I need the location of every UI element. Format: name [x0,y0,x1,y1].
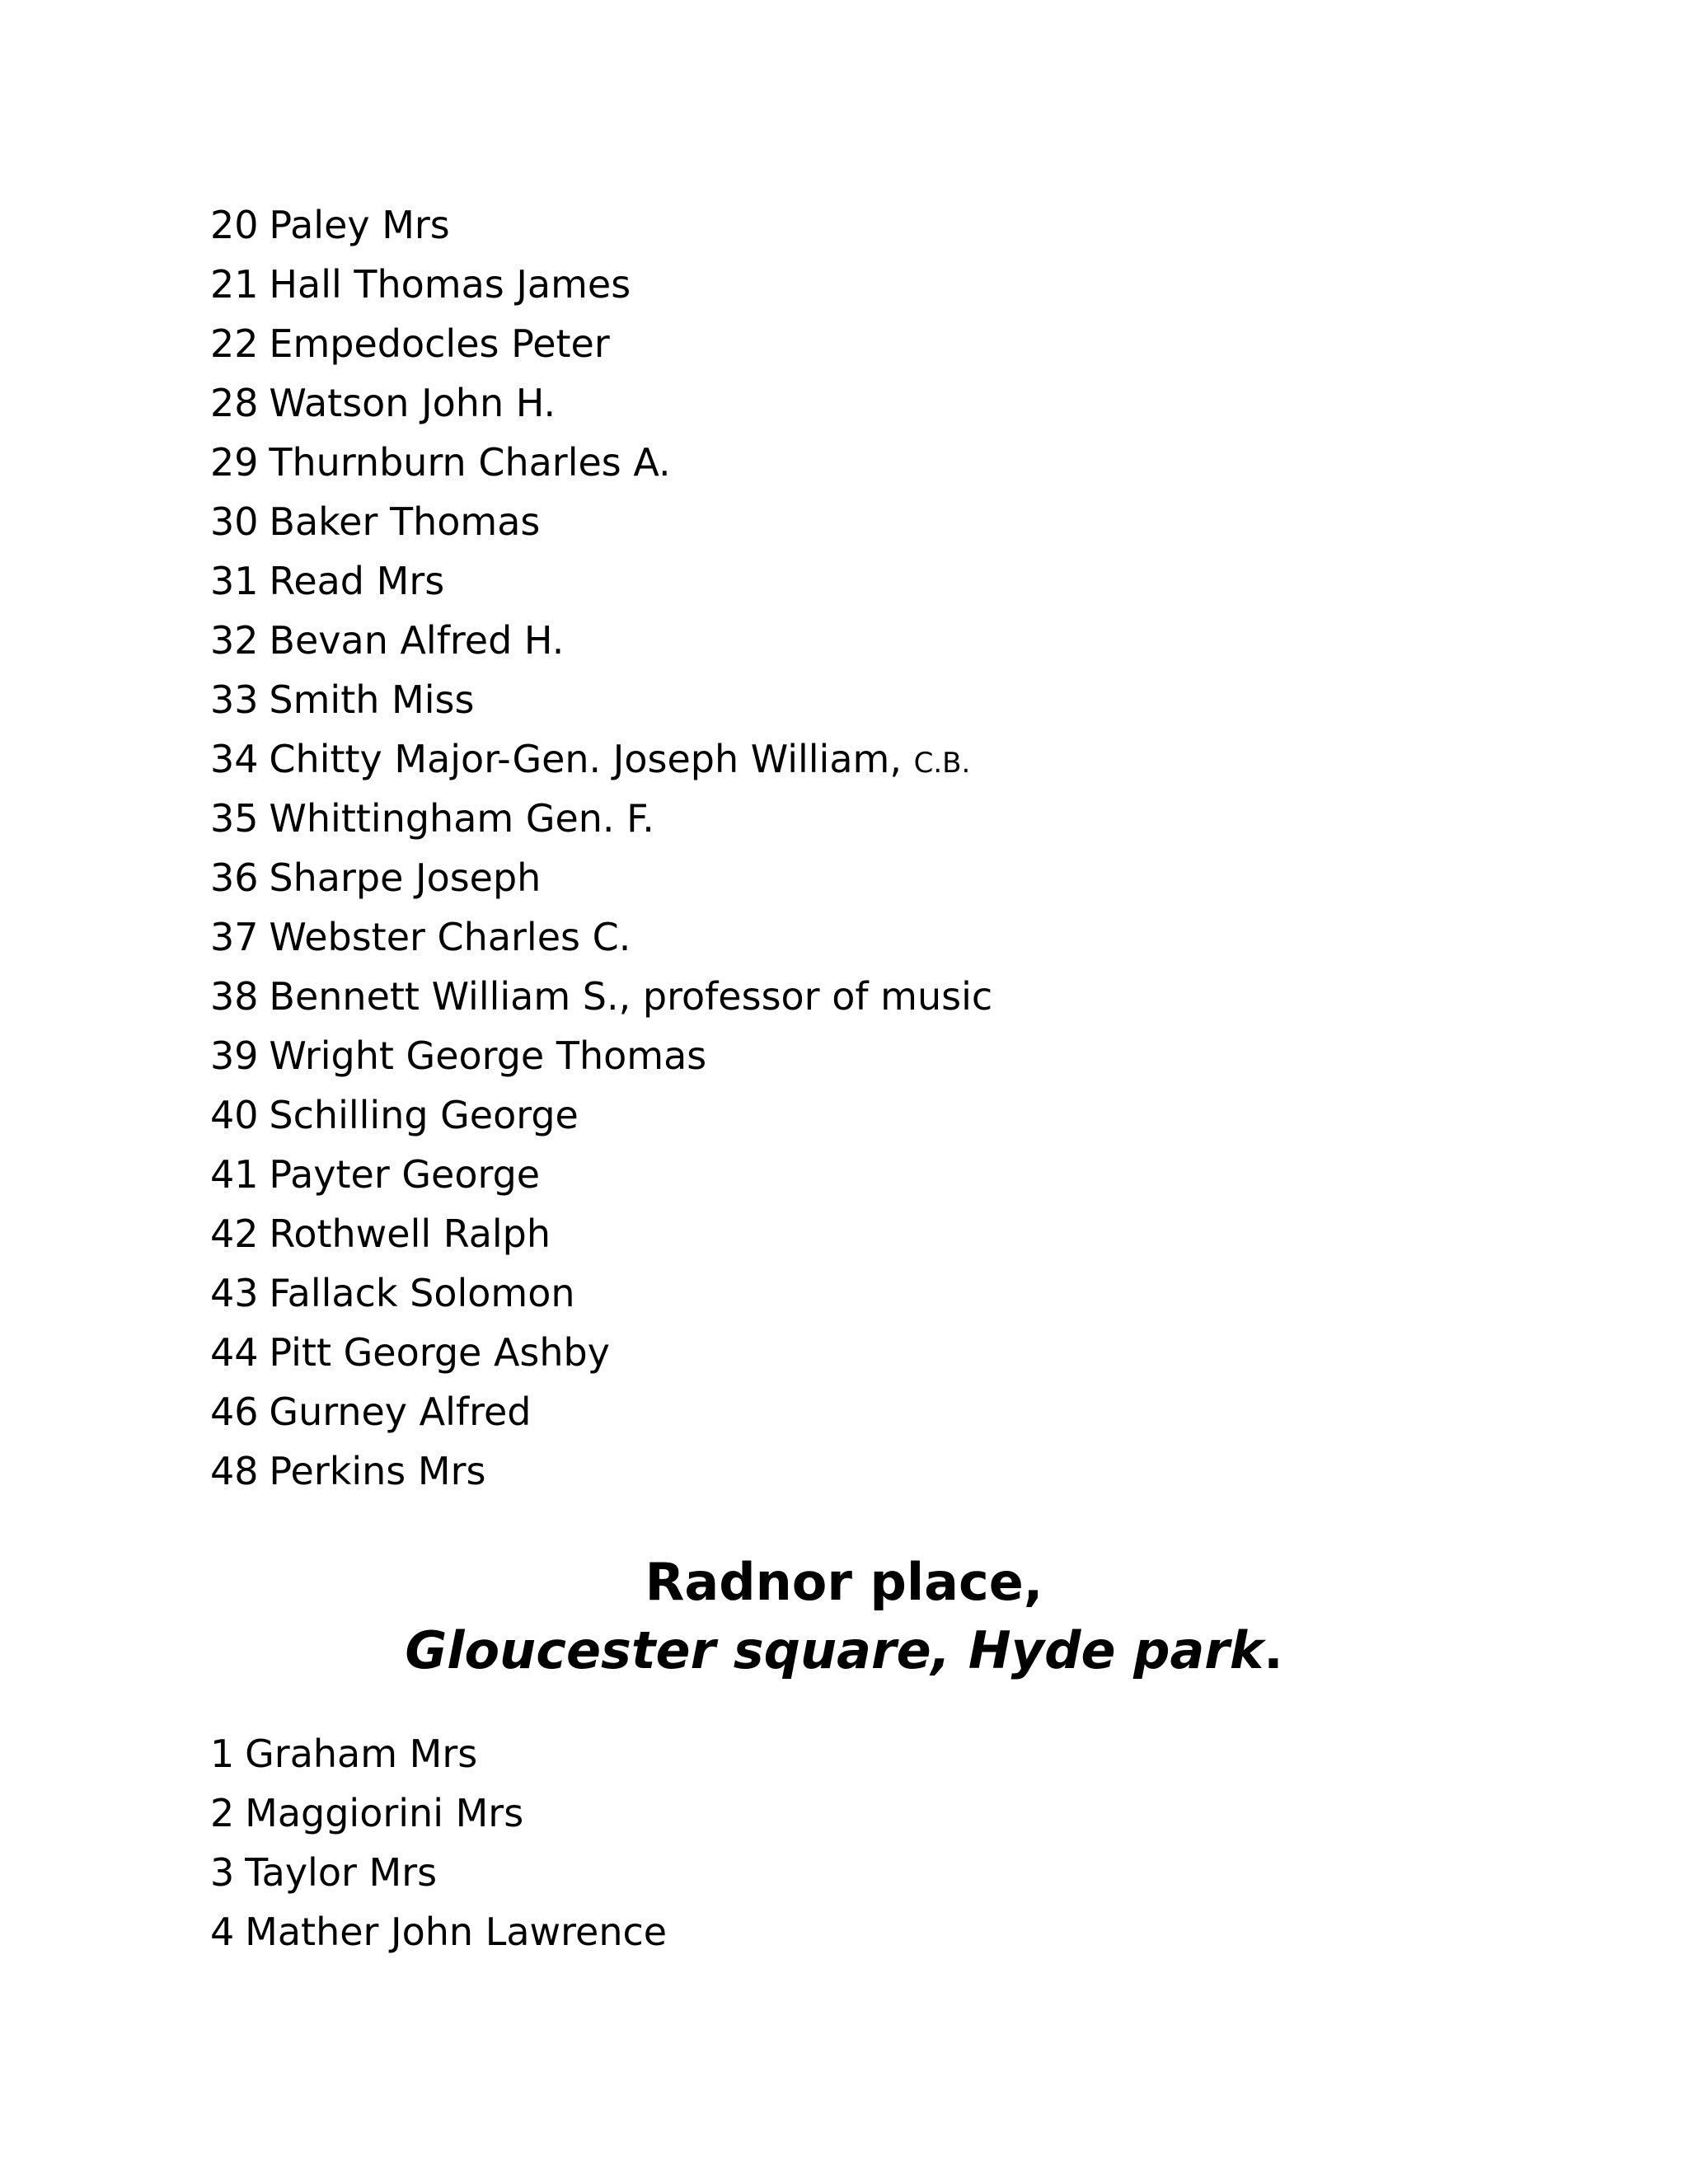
resident-name: Graham Mrs [245,1732,478,1776]
list-item [210,967,992,1026]
house-number: 40 [210,1093,259,1137]
resident-name: Webster Charles C. [269,915,631,959]
house-number: 29 [210,440,259,485]
list-item [210,611,992,670]
list-item [210,1323,992,1382]
resident-name: Mather John Lawrence [245,1910,668,1954]
house-number: 38 [210,974,259,1019]
list-item [210,1843,667,1902]
list-item [210,789,992,848]
house-number: 35 [210,796,259,841]
list-item [210,1026,992,1085]
section-heading-street: Radnor place, [645,1552,1043,1612]
list-item [210,1382,992,1441]
list-item [210,433,992,492]
resident-name: Rothwell Ralph [269,1212,551,1256]
list-item [210,1204,992,1263]
house-number: 48 [210,1449,259,1493]
section-heading-location-text: Gloucester square, Hyde park [405,1620,1264,1680]
list-item [210,551,992,611]
list-item [210,492,992,551]
house-number: 43 [210,1271,259,1315]
house-number: 42 [210,1212,259,1256]
list-item [210,1441,992,1501]
resident-name: Bevan Alfred H. [269,618,565,663]
house-number: 33 [210,677,259,722]
resident-name: Paley Mrs [269,203,450,247]
resident-name: Empedocles Peter [269,321,610,366]
list-item [210,1263,992,1323]
house-number: 28 [210,381,259,425]
resident-name: Thurnburn Charles A. [269,440,671,485]
house-number: 34 [210,737,259,781]
list-item [210,195,992,255]
list-item [210,1085,992,1145]
list-item [210,670,992,729]
resident-name: Fallack Solomon [269,1271,575,1315]
house-number: 32 [210,618,259,663]
resident-name: Perkins Mrs [269,1449,486,1493]
section-heading-location [0,1618,1688,1684]
resident-name: Taylor Mrs [245,1850,438,1895]
resident-name: Read Mrs [269,559,445,603]
list-item [210,907,992,967]
resident-name: Payter George [269,1152,541,1197]
resident-name: Maggiorini Mrs [245,1791,524,1835]
list-item [210,848,992,907]
house-number: 2 [210,1791,235,1835]
resident-name: Watson John H. [269,381,556,425]
section-heading-period: . [1264,1620,1283,1680]
house-number: 37 [210,915,259,959]
house-number: 31 [210,559,259,603]
house-number: 4 [210,1910,235,1954]
residents-list [210,195,992,1501]
resident-name: Hall Thomas James [269,262,631,307]
house-number: 30 [210,499,259,544]
house-number: 1 [210,1732,235,1776]
house-number: 20 [210,203,259,247]
house-number: 21 [210,262,259,307]
resident-name: Bennett William S., professor of music [269,974,993,1019]
list-item [210,373,992,433]
house-number: 22 [210,321,259,366]
residents-list-radnor-place [210,1724,667,1961]
list-item [210,729,992,789]
resident-name: Whittingham Gen. F. [269,796,654,841]
list-item [210,255,992,314]
list-item [210,1724,667,1783]
house-number: 39 [210,1033,259,1078]
resident-name: Chitty Major-Gen. Joseph William, [269,737,902,781]
house-number: 3 [210,1850,235,1895]
house-number: 46 [210,1390,259,1434]
resident-name: Schilling George [269,1093,579,1137]
house-number: 44 [210,1330,259,1375]
resident-name: Wright George Thomas [269,1033,707,1078]
resident-name: Pitt George Ashby [269,1330,610,1375]
list-item [210,1783,667,1843]
resident-name: Gurney Alfred [269,1390,532,1434]
house-number: 36 [210,855,259,900]
honours-suffix: C.B. [913,747,971,780]
list-item [210,314,992,373]
house-number: 41 [210,1152,259,1197]
resident-name: Baker Thomas [269,499,541,544]
resident-name: Smith Miss [269,677,475,722]
list-item [210,1902,667,1961]
list-item [210,1145,992,1204]
resident-name: Sharpe Joseph [269,855,542,900]
